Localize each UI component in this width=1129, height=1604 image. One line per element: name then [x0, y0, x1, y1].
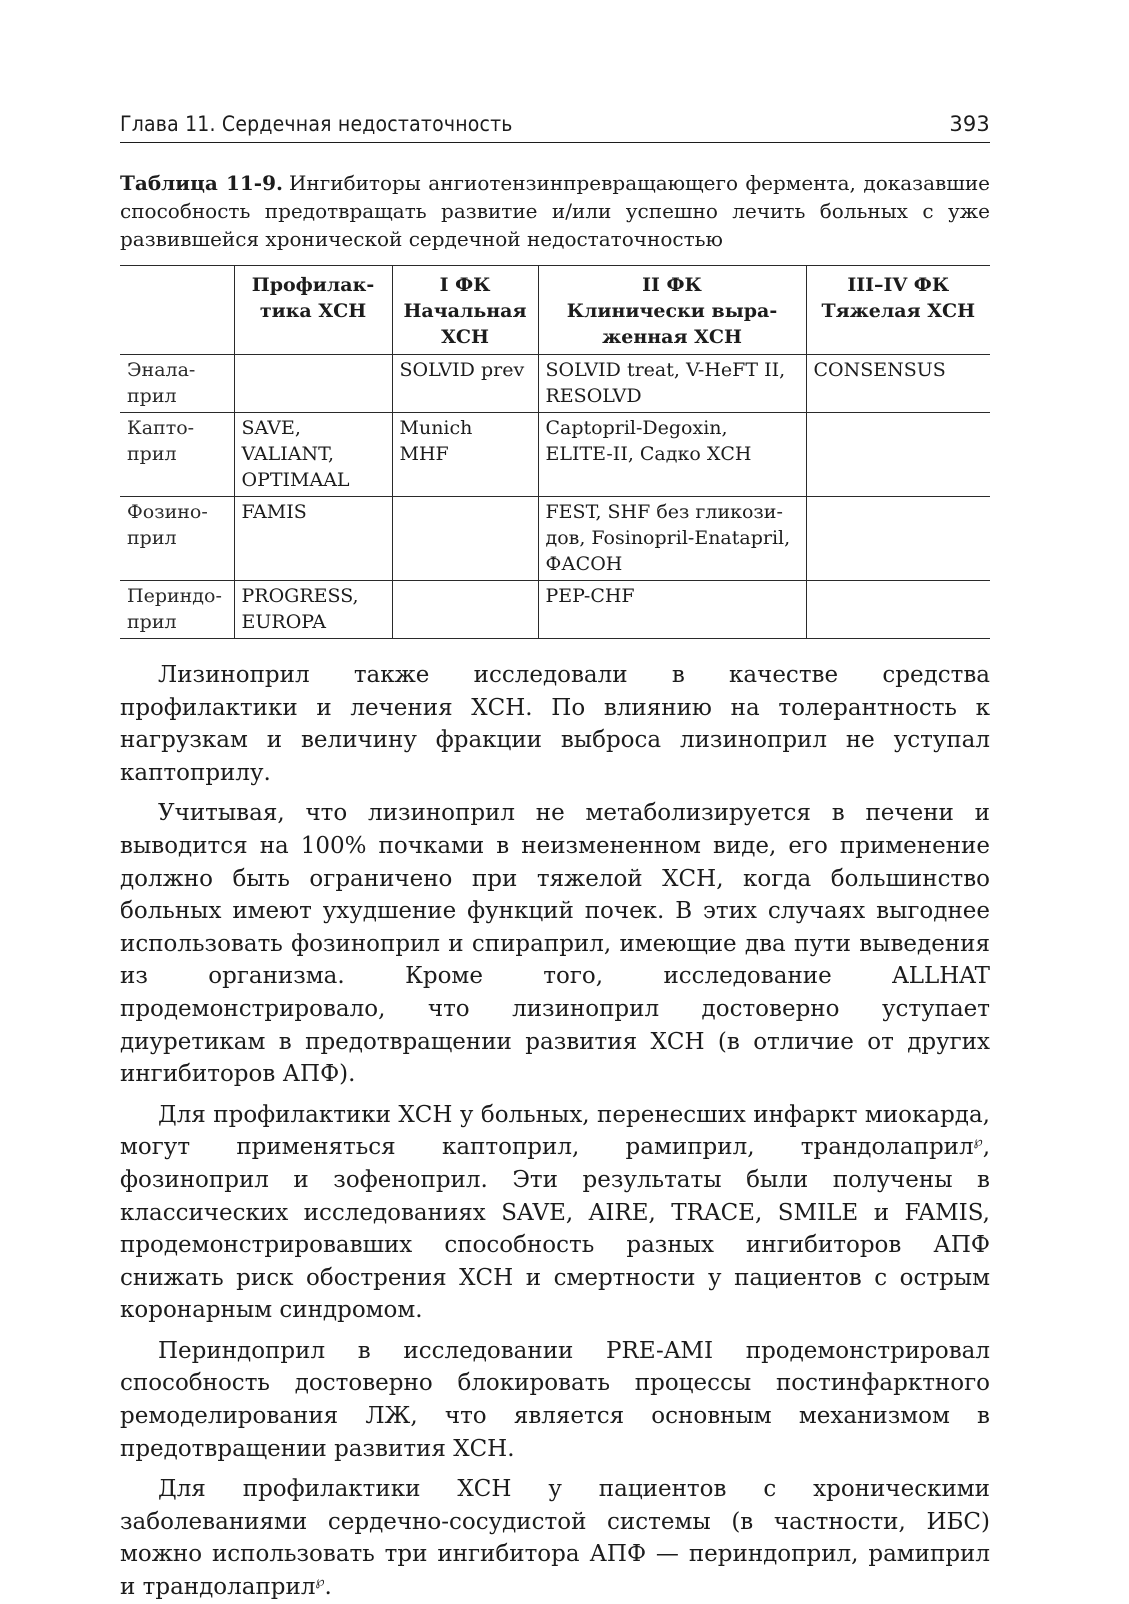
table-cell: [392, 581, 538, 639]
body-text: [120, 659, 990, 1604]
paragraph-lisinopril-elimination: Учитывая, что лизиноприл не метаболизируется в печени и выводится на 100% почками в неизмененном виде, его применение должно быть ограничено при тяжелой ХСН, когда большинство больных имеют ухудшение функций почек. В этих случаях выгоднее использовать фозиноприл и спираприл, имеющие два пути выведения из организма. Кроме того, исследование ALLHAT продемонстрировало, что лизиноприл достоверно уступает диуретикам в предотвращении развития ХСН (в отличие от других ингибиторов АПФ).: [120, 800, 990, 1088]
reference-mark-icon: ℘: [315, 1574, 325, 1590]
drug-name-cell: Энала- прил: [120, 355, 234, 413]
table-cell: [806, 497, 990, 581]
table-row: [120, 355, 990, 413]
table-cell: [806, 413, 990, 497]
chapter-title: Глава 11. Сердечная недостаточность: [120, 112, 513, 136]
table-row: [120, 497, 990, 581]
table-cell: PEP-CHF: [538, 581, 806, 639]
paragraph-post-mi-prevention: [120, 1099, 990, 1327]
table-cell: [234, 355, 392, 413]
table-cell: SOLVID treat, V-HeFT II, RESOLVD: [538, 355, 806, 413]
table-cell: FAMIS: [234, 497, 392, 581]
paragraph-lisinopril: Лизиноприл также исследовали в качестве средства профилактики и лечения ХСН. По влиянию на толерантность к нагрузкам и величину фракции выброса лизиноприл не уступал каптоприлу.: [120, 662, 990, 786]
running-header: [120, 112, 990, 143]
drug-name-cell: Капто- прил: [120, 413, 234, 497]
paragraph-text: .: [324, 1574, 332, 1601]
table-row: [120, 581, 990, 639]
table-cell: Captopril-Degoxin, ELITE-II, Садко ХСН: [538, 413, 806, 497]
table-caption-text: Ингибиторы ангиотензинпревращающего фермента, доказавшие способность предотвращать развитие и/или успешно лечить больных с уже развившейся хронической сердечной недостаточностью: [120, 171, 991, 251]
table-cell: [392, 497, 538, 581]
table-cell: Munich MHF: [392, 413, 538, 497]
table-caption-label: Таблица 11-9.: [120, 171, 283, 195]
paragraph-chronic-disease-prevention: [120, 1473, 990, 1603]
table-header-fc3-4: III–IV ФК Тяжелая ХСН: [806, 266, 990, 355]
paragraph-text: Для профилактики ХСН у пациентов с хроническими заболеваниями сердечно-сосудистой системы (в частности, ИБС) можно использовать три ингибитора АПФ — периндоприл, рамиприл и трандолаприл: [120, 1476, 990, 1601]
table-cell: FEST, SHF без гликози- дов, Fosinopril-Enatapril, ФАСОН: [538, 497, 806, 581]
table-header-row: [120, 266, 990, 355]
paragraph-perindopril: Периндоприл в исследовании PRE-AMI продемонстрировал способность достоверно блокировать процессы постинфарктного ремоделирования ЛЖ, что является основным механизмом в предотвращении развития ХСН.: [120, 1337, 990, 1462]
table-cell: SAVE, VALIANT, OPTIMAAL: [234, 413, 392, 497]
paragraph-text: Для профилактики ХСН у больных, перенесших инфаркт миокарда, могут применяться каптоприл, рамиприл, трандолаприл: [120, 1101, 990, 1161]
drug-name-cell: Периндо- прил: [120, 581, 234, 639]
table-cell: CONSENSUS: [806, 355, 990, 413]
book-page: [120, 112, 990, 1604]
table-header-fc2: II ФК Клинически выра- женная ХСН: [538, 266, 806, 355]
paragraph-text: , фозиноприл и зофеноприл. Эти результаты были получены в классических исследованиях SAVE, AIRE, TRACE, SMILE и FAMIS, продемонстрировавших способность разных ингибиторов АПФ снижать риск обострения ХСН и смертности у пациентов с острым коронарным синдромом.: [120, 1134, 990, 1324]
reference-mark-icon: ℘: [973, 1134, 983, 1150]
table-cell: SOLVID prev: [392, 355, 538, 413]
table-header-prevention: Профилак- тика ХСН: [234, 266, 392, 355]
table-row: [120, 413, 990, 497]
page-number: 393: [949, 112, 990, 136]
table-cell: PROGRESS, EUROPA: [234, 581, 392, 639]
table-header-cell-empty: [120, 266, 234, 355]
table-cell: [806, 581, 990, 639]
table-header-fc1: I ФК Начальная ХСН: [392, 266, 538, 355]
drug-name-cell: Фозино- прил: [120, 497, 234, 581]
ace-inhibitor-trials-table: [120, 265, 990, 639]
table-caption: [120, 169, 990, 253]
